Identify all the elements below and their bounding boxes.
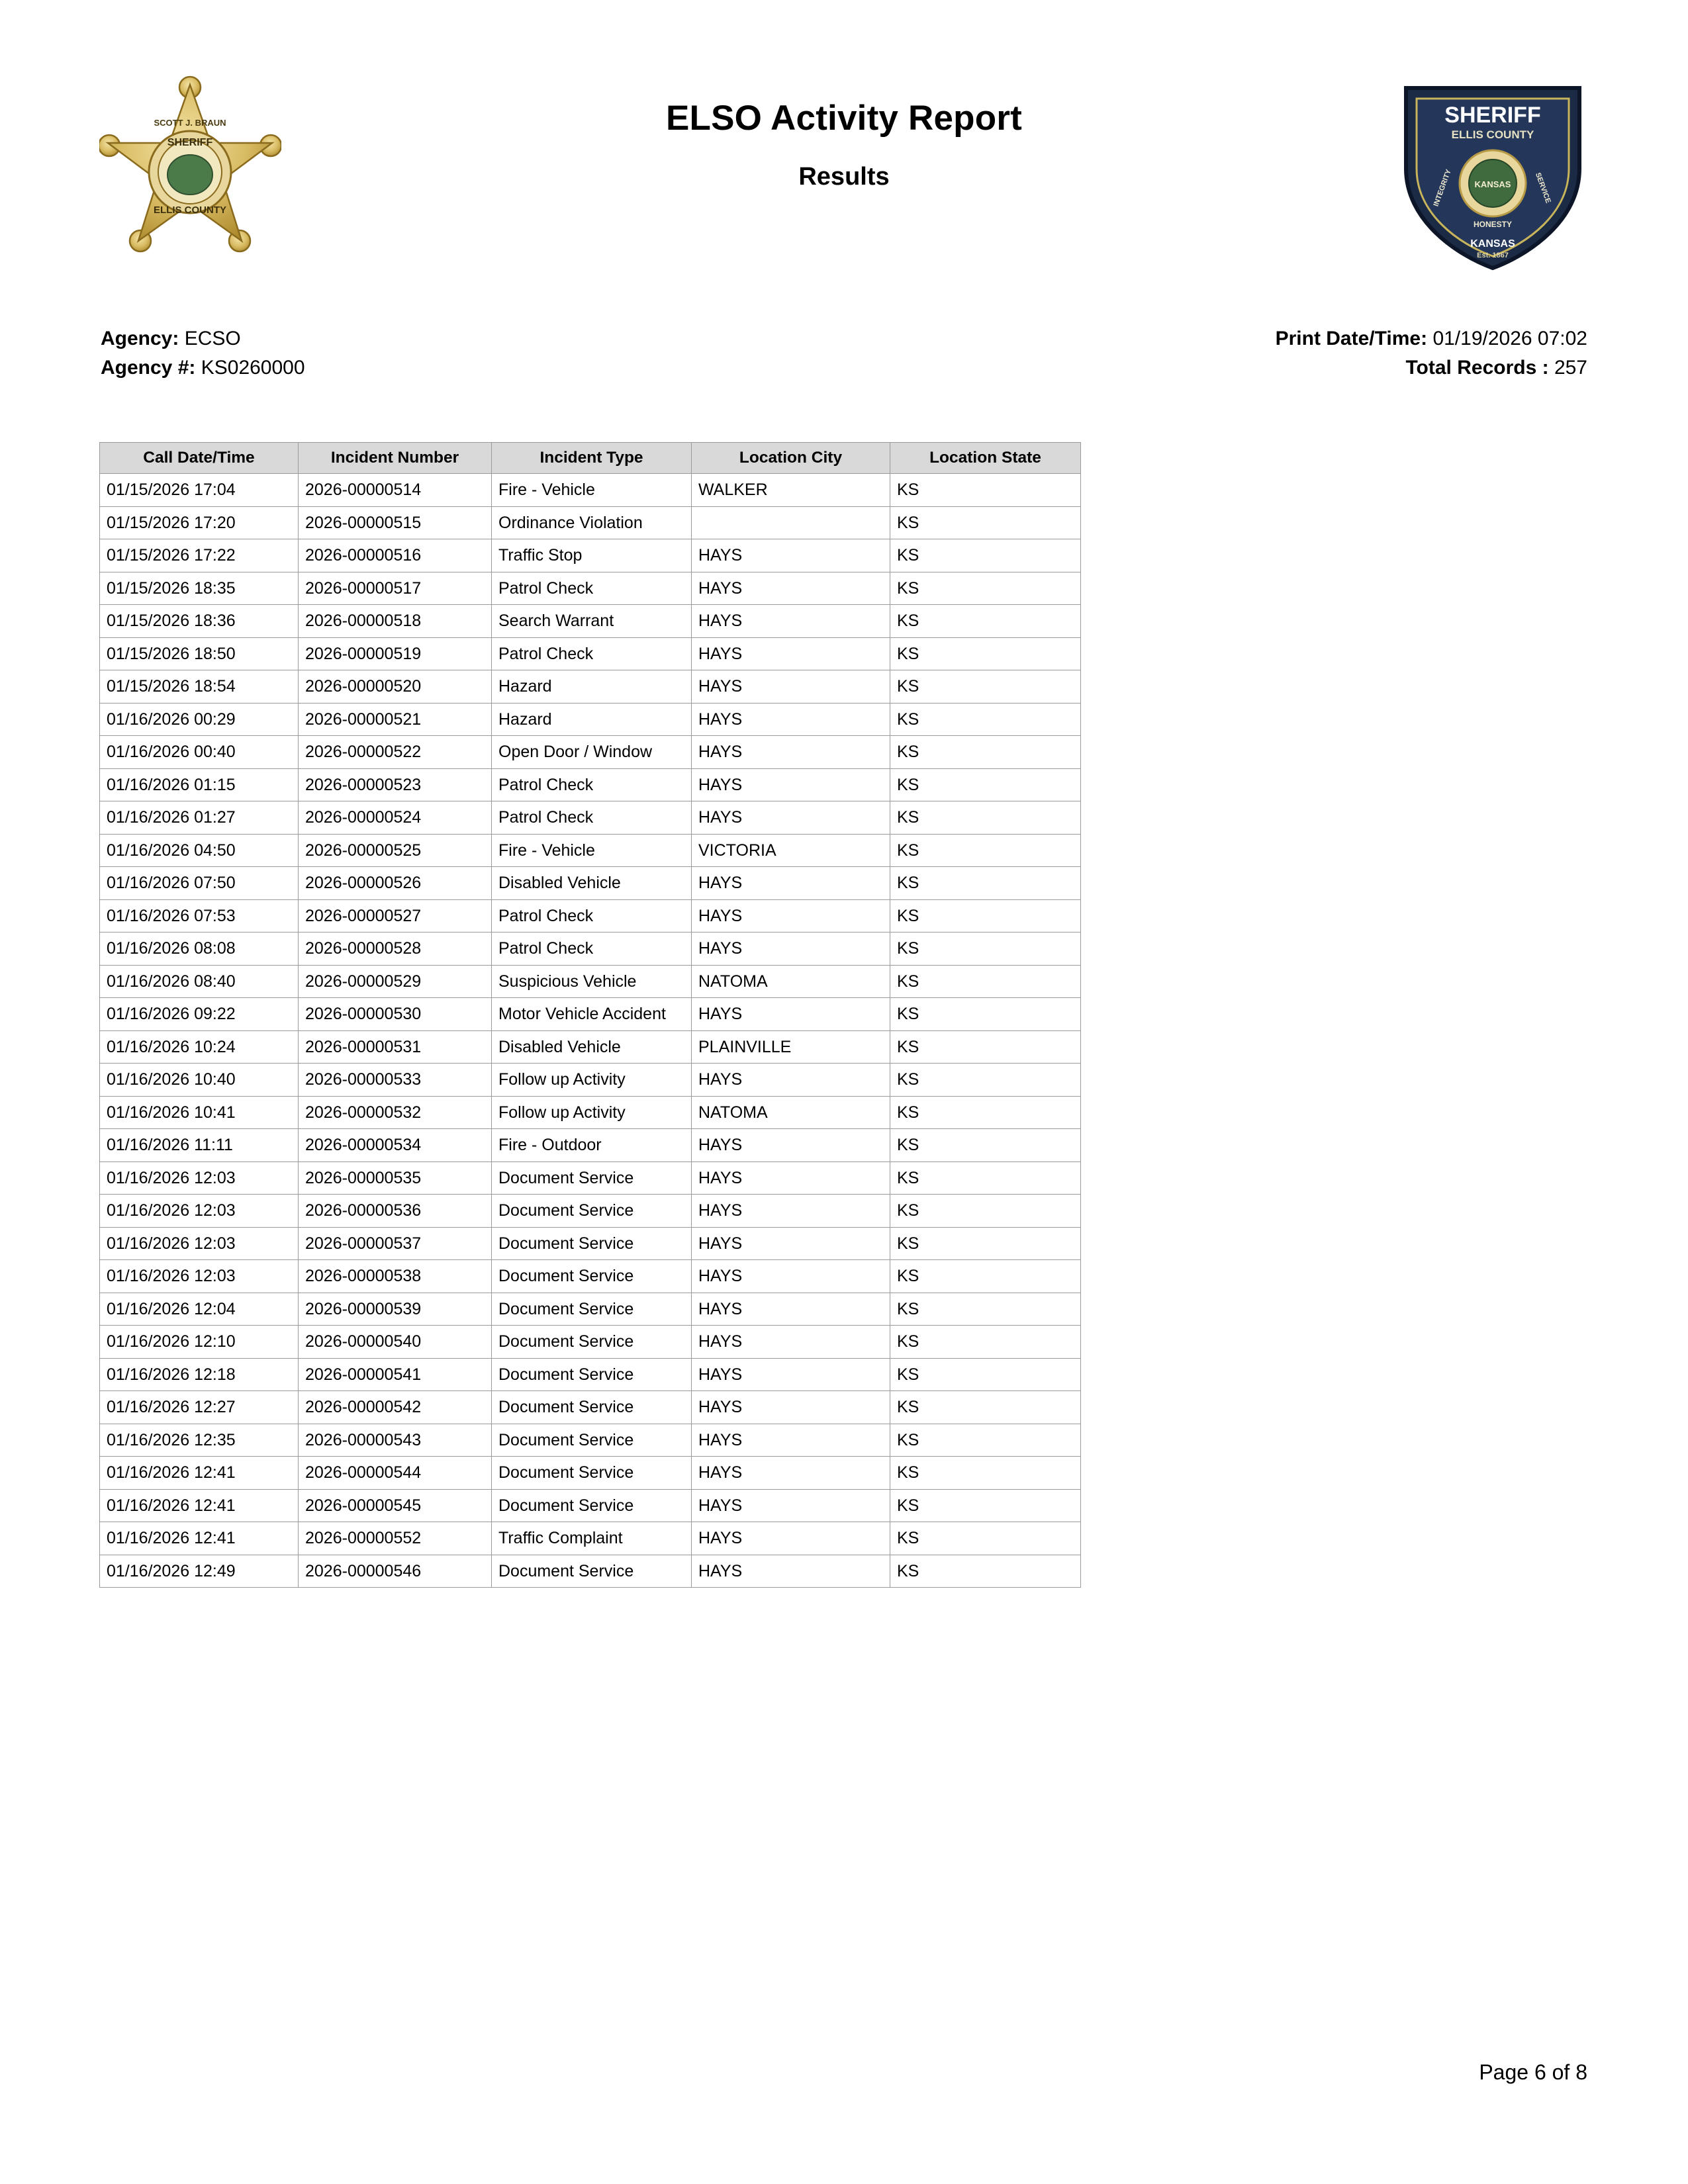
- table-body: [100, 474, 1081, 1588]
- cell-incident-number: 2026-00000540: [299, 1326, 492, 1359]
- cell-incident-number: 2026-00000535: [299, 1161, 492, 1195]
- cell-incident-number: 2026-00000519: [299, 637, 492, 670]
- cell-location-city: WALKER: [692, 474, 890, 507]
- table-row: [100, 1522, 1081, 1555]
- cell-incident-number: 2026-00000543: [299, 1424, 492, 1457]
- cell-incident-type: Traffic Stop: [492, 539, 692, 572]
- table-row: [100, 933, 1081, 966]
- cell-call-datetime: 01/16/2026 12:03: [100, 1195, 299, 1228]
- cell-call-datetime: 01/16/2026 00:29: [100, 703, 299, 736]
- cell-location-city: HAYS: [692, 1555, 890, 1588]
- svg-text:SHERIFF: SHERIFF: [1444, 103, 1541, 128]
- cell-location-city: HAYS: [692, 867, 890, 900]
- cell-location-state: KS: [890, 1195, 1081, 1228]
- cell-incident-type: Patrol Check: [492, 768, 692, 801]
- cell-incident-type: Patrol Check: [492, 637, 692, 670]
- cell-incident-number: 2026-00000541: [299, 1358, 492, 1391]
- table-row: [100, 1457, 1081, 1490]
- cell-incident-type: Open Door / Window: [492, 736, 692, 769]
- table-row: [100, 605, 1081, 638]
- table-row: [100, 539, 1081, 572]
- cell-incident-type: Document Service: [492, 1260, 692, 1293]
- cell-incident-number: 2026-00000544: [299, 1457, 492, 1490]
- cell-incident-type: Follow up Activity: [492, 1096, 692, 1129]
- cell-location-city: HAYS: [692, 998, 890, 1031]
- table-row: [100, 1358, 1081, 1391]
- cell-incident-number: 2026-00000514: [299, 474, 492, 507]
- cell-incident-type: Document Service: [492, 1326, 692, 1359]
- cell-incident-number: 2026-00000529: [299, 965, 492, 998]
- cell-call-datetime: 01/16/2026 12:03: [100, 1161, 299, 1195]
- agency-value: ECSO: [184, 328, 241, 349]
- cell-location-state: KS: [890, 801, 1081, 835]
- cell-incident-type: Fire - Vehicle: [492, 834, 692, 867]
- cell-incident-type: Traffic Complaint: [492, 1522, 692, 1555]
- cell-location-state: KS: [890, 539, 1081, 572]
- cell-call-datetime: 01/16/2026 07:53: [100, 899, 299, 933]
- cell-location-state: KS: [890, 506, 1081, 539]
- table-row: [100, 1391, 1081, 1424]
- incidents-table-wrapper: [99, 442, 1080, 1588]
- print-datetime-label: Print Date/Time:: [1275, 328, 1428, 349]
- cell-incident-number: 2026-00000526: [299, 867, 492, 900]
- cell-call-datetime: 01/16/2026 12:10: [100, 1326, 299, 1359]
- sheriff-shield-badge-icon: [1397, 69, 1589, 275]
- cell-location-city: HAYS: [692, 539, 890, 572]
- cell-incident-number: 2026-00000536: [299, 1195, 492, 1228]
- cell-call-datetime: 01/16/2026 10:41: [100, 1096, 299, 1129]
- cell-incident-number: 2026-00000542: [299, 1391, 492, 1424]
- table-row: [100, 670, 1081, 704]
- cell-call-datetime: 01/16/2026 08:08: [100, 933, 299, 966]
- cell-location-city: HAYS: [692, 768, 890, 801]
- table-row: [100, 1195, 1081, 1228]
- table-row: [100, 998, 1081, 1031]
- cell-location-state: KS: [890, 1129, 1081, 1162]
- table-row: [100, 834, 1081, 867]
- cell-location-city: HAYS: [692, 572, 890, 605]
- cell-incident-type: Patrol Check: [492, 899, 692, 933]
- total-records-value: 257: [1554, 356, 1587, 379]
- agency-number-row: [101, 353, 305, 383]
- cell-incident-number: 2026-00000517: [299, 572, 492, 605]
- cell-location-state: KS: [890, 1096, 1081, 1129]
- svg-text:Est. 1867: Est. 1867: [1477, 251, 1509, 259]
- cell-incident-type: Patrol Check: [492, 801, 692, 835]
- table-row: [100, 637, 1081, 670]
- cell-call-datetime: 01/16/2026 12:18: [100, 1358, 299, 1391]
- table-row: [100, 1161, 1081, 1195]
- cell-location-state: KS: [890, 1555, 1081, 1588]
- cell-location-city: NATOMA: [692, 1096, 890, 1129]
- table-row: [100, 736, 1081, 769]
- cell-call-datetime: 01/16/2026 12:35: [100, 1424, 299, 1457]
- cell-call-datetime: 01/16/2026 12:41: [100, 1522, 299, 1555]
- page-title: ELSO Activity Report: [665, 99, 1022, 138]
- cell-location-city: HAYS: [692, 703, 890, 736]
- cell-location-state: KS: [890, 933, 1081, 966]
- cell-call-datetime: 01/16/2026 01:27: [100, 801, 299, 835]
- cell-call-datetime: 01/16/2026 07:50: [100, 867, 299, 900]
- cell-location-state: KS: [890, 1522, 1081, 1555]
- cell-location-state: KS: [890, 1489, 1081, 1522]
- cell-location-state: KS: [890, 768, 1081, 801]
- meta-right: [1276, 324, 1587, 382]
- table-row: [100, 899, 1081, 933]
- table-row: [100, 1489, 1081, 1522]
- cell-call-datetime: 01/16/2026 12:49: [100, 1555, 299, 1588]
- print-datetime-row: [1276, 324, 1587, 353]
- cell-incident-type: Patrol Check: [492, 933, 692, 966]
- table-row: [100, 768, 1081, 801]
- cell-incident-type: Disabled Vehicle: [492, 867, 692, 900]
- total-records-row: [1276, 353, 1587, 383]
- print-datetime-value: 01/19/2026 07:02: [1432, 328, 1587, 349]
- cell-location-city: HAYS: [692, 1391, 890, 1424]
- cell-call-datetime: 01/16/2026 12:27: [100, 1391, 299, 1424]
- cell-location-city: HAYS: [692, 605, 890, 638]
- cell-location-city: HAYS: [692, 670, 890, 704]
- cell-location-city: HAYS: [692, 1457, 890, 1490]
- cell-call-datetime: 01/15/2026 17:20: [100, 506, 299, 539]
- table-row: [100, 1064, 1081, 1097]
- table-row: [100, 474, 1081, 507]
- cell-call-datetime: 01/16/2026 12:41: [100, 1457, 299, 1490]
- cell-location-state: KS: [890, 1064, 1081, 1097]
- svg-text:ELLIS COUNTY: ELLIS COUNTY: [153, 205, 227, 216]
- meta-left: [101, 324, 305, 382]
- cell-incident-number: 2026-00000537: [299, 1227, 492, 1260]
- page-footer: Page 6 of 8: [1479, 2060, 1587, 2084]
- cell-incident-number: 2026-00000524: [299, 801, 492, 835]
- cell-location-state: KS: [890, 1227, 1081, 1260]
- cell-location-state: KS: [890, 1293, 1081, 1326]
- cell-incident-type: Document Service: [492, 1161, 692, 1195]
- cell-location-city: HAYS: [692, 899, 890, 933]
- cell-location-state: KS: [890, 867, 1081, 900]
- column-header-incident-number: Incident Number: [299, 443, 492, 474]
- cell-incident-type: Document Service: [492, 1555, 692, 1588]
- agency-number-label: Agency #:: [101, 356, 196, 379]
- cell-incident-type: Document Service: [492, 1358, 692, 1391]
- table-row: [100, 867, 1081, 900]
- svg-text:SHERIFF: SHERIFF: [167, 137, 213, 148]
- cell-location-city: HAYS: [692, 1522, 890, 1555]
- agency-row: [101, 324, 305, 353]
- svg-text:INTEGRITY: INTEGRITY: [1432, 168, 1453, 208]
- cell-incident-number: 2026-00000527: [299, 899, 492, 933]
- cell-location-state: KS: [890, 1326, 1081, 1359]
- cell-incident-type: Document Service: [492, 1489, 692, 1522]
- cell-call-datetime: 01/15/2026 17:04: [100, 474, 299, 507]
- page-subtitle: Results: [798, 163, 890, 191]
- cell-call-datetime: 01/16/2026 09:22: [100, 998, 299, 1031]
- cell-location-city: HAYS: [692, 1195, 890, 1228]
- cell-incident-number: 2026-00000539: [299, 1293, 492, 1326]
- cell-incident-number: 2026-00000528: [299, 933, 492, 966]
- cell-location-city: HAYS: [692, 1064, 890, 1097]
- column-header-location-state: Location State: [890, 443, 1081, 474]
- cell-location-state: KS: [890, 998, 1081, 1031]
- cell-location-city: PLAINVILLE: [692, 1030, 890, 1064]
- cell-call-datetime: 01/15/2026 18:36: [100, 605, 299, 638]
- cell-location-state: KS: [890, 1161, 1081, 1195]
- svg-text:KANSAS: KANSAS: [1474, 179, 1511, 189]
- cell-location-state: KS: [890, 703, 1081, 736]
- cell-incident-type: Patrol Check: [492, 572, 692, 605]
- cell-incident-type: Motor Vehicle Accident: [492, 998, 692, 1031]
- table-row: [100, 1227, 1081, 1260]
- svg-text:ELLIS COUNTY: ELLIS COUNTY: [1451, 128, 1534, 141]
- cell-incident-number: 2026-00000522: [299, 736, 492, 769]
- cell-incident-number: 2026-00000520: [299, 670, 492, 704]
- cell-call-datetime: 01/15/2026 18:54: [100, 670, 299, 704]
- cell-location-city: HAYS: [692, 1424, 890, 1457]
- cell-call-datetime: 01/16/2026 12:04: [100, 1293, 299, 1326]
- cell-location-state: KS: [890, 834, 1081, 867]
- cell-incident-number: 2026-00000523: [299, 768, 492, 801]
- table-row: [100, 801, 1081, 835]
- cell-call-datetime: 01/16/2026 08:40: [100, 965, 299, 998]
- cell-location-state: KS: [890, 605, 1081, 638]
- cell-call-datetime: 01/16/2026 04:50: [100, 834, 299, 867]
- cell-location-city: HAYS: [692, 1489, 890, 1522]
- cell-incident-number: 2026-00000515: [299, 506, 492, 539]
- table-row: [100, 1096, 1081, 1129]
- cell-location-city: HAYS: [692, 1358, 890, 1391]
- svg-text:SCOTT J. BRAUN: SCOTT J. BRAUN: [154, 118, 226, 128]
- cell-location-city: HAYS: [692, 1293, 890, 1326]
- cell-location-state: KS: [890, 899, 1081, 933]
- cell-incident-number: 2026-00000538: [299, 1260, 492, 1293]
- cell-location-city: VICTORIA: [692, 834, 890, 867]
- cell-incident-number: 2026-00000534: [299, 1129, 492, 1162]
- cell-location-city: HAYS: [692, 736, 890, 769]
- cell-incident-number: 2026-00000552: [299, 1522, 492, 1555]
- cell-location-city: HAYS: [692, 1129, 890, 1162]
- cell-location-state: KS: [890, 1391, 1081, 1424]
- cell-incident-type: Document Service: [492, 1391, 692, 1424]
- table-row: [100, 506, 1081, 539]
- cell-location-city: HAYS: [692, 1161, 890, 1195]
- column-header-call-datetime: Call Date/Time: [100, 443, 299, 474]
- cell-incident-type: Disabled Vehicle: [492, 1030, 692, 1064]
- cell-incident-number: 2026-00000546: [299, 1555, 492, 1588]
- cell-location-city: HAYS: [692, 1227, 890, 1260]
- cell-incident-type: Document Service: [492, 1227, 692, 1260]
- cell-call-datetime: 01/16/2026 10:24: [100, 1030, 299, 1064]
- table-row: [100, 703, 1081, 736]
- cell-location-state: KS: [890, 1358, 1081, 1391]
- cell-incident-type: Document Service: [492, 1293, 692, 1326]
- cell-location-city: [692, 506, 890, 539]
- cell-incident-type: Ordinance Violation: [492, 506, 692, 539]
- report-header: [0, 0, 1688, 324]
- cell-call-datetime: 01/16/2026 12:03: [100, 1260, 299, 1293]
- cell-location-state: KS: [890, 1260, 1081, 1293]
- table-row: [100, 1030, 1081, 1064]
- cell-location-state: KS: [890, 965, 1081, 998]
- table-row: [100, 965, 1081, 998]
- column-header-location-city: Location City: [692, 443, 890, 474]
- cell-incident-type: Document Service: [492, 1195, 692, 1228]
- cell-location-city: HAYS: [692, 1326, 890, 1359]
- svg-text:KANSAS: KANSAS: [1470, 238, 1515, 250]
- cell-location-state: KS: [890, 670, 1081, 704]
- cell-call-datetime: 01/15/2026 17:22: [100, 539, 299, 572]
- table-header-row: [100, 443, 1081, 474]
- cell-call-datetime: 01/16/2026 12:03: [100, 1227, 299, 1260]
- cell-incident-number: 2026-00000532: [299, 1096, 492, 1129]
- agency-number-value: KS0260000: [201, 356, 305, 379]
- cell-call-datetime: 01/15/2026 18:35: [100, 572, 299, 605]
- cell-call-datetime: 01/16/2026 10:40: [100, 1064, 299, 1097]
- table-row: [100, 572, 1081, 605]
- cell-incident-number: 2026-00000533: [299, 1064, 492, 1097]
- cell-location-city: HAYS: [692, 1260, 890, 1293]
- column-header-incident-type: Incident Type: [492, 443, 692, 474]
- cell-incident-type: Document Service: [492, 1424, 692, 1457]
- cell-incident-type: Document Service: [492, 1457, 692, 1490]
- cell-location-city: HAYS: [692, 801, 890, 835]
- table-row: [100, 1326, 1081, 1359]
- cell-incident-number: 2026-00000525: [299, 834, 492, 867]
- cell-location-state: KS: [890, 1457, 1081, 1490]
- cell-location-state: KS: [890, 572, 1081, 605]
- cell-incident-type: Hazard: [492, 703, 692, 736]
- cell-location-state: KS: [890, 474, 1081, 507]
- cell-incident-number: 2026-00000518: [299, 605, 492, 638]
- cell-location-state: KS: [890, 736, 1081, 769]
- cell-incident-number: 2026-00000516: [299, 539, 492, 572]
- incidents-table: [99, 442, 1081, 1588]
- cell-incident-number: 2026-00000530: [299, 998, 492, 1031]
- total-records-label: Total Records :: [1405, 356, 1549, 379]
- cell-incident-type: Follow up Activity: [492, 1064, 692, 1097]
- cell-location-state: KS: [890, 1030, 1081, 1064]
- table-row: [100, 1424, 1081, 1457]
- cell-incident-number: 2026-00000545: [299, 1489, 492, 1522]
- table-row: [100, 1129, 1081, 1162]
- report-meta: [0, 324, 1688, 397]
- cell-incident-type: Fire - Outdoor: [492, 1129, 692, 1162]
- cell-call-datetime: 01/16/2026 11:11: [100, 1129, 299, 1162]
- cell-incident-number: 2026-00000531: [299, 1030, 492, 1064]
- cell-location-city: HAYS: [692, 637, 890, 670]
- svg-text:SERVICE: SERVICE: [1533, 171, 1552, 205]
- cell-incident-number: 2026-00000521: [299, 703, 492, 736]
- cell-call-datetime: 01/16/2026 00:40: [100, 736, 299, 769]
- svg-text:HONESTY: HONESTY: [1473, 220, 1513, 229]
- agency-label: Agency:: [101, 328, 179, 349]
- cell-incident-type: Hazard: [492, 670, 692, 704]
- cell-call-datetime: 01/15/2026 18:50: [100, 637, 299, 670]
- cell-call-datetime: 01/16/2026 12:41: [100, 1489, 299, 1522]
- table-row: [100, 1555, 1081, 1588]
- cell-location-city: HAYS: [692, 933, 890, 966]
- cell-incident-type: Fire - Vehicle: [492, 474, 692, 507]
- cell-location-state: KS: [890, 637, 1081, 670]
- cell-incident-type: Search Warrant: [492, 605, 692, 638]
- table-row: [100, 1293, 1081, 1326]
- table-row: [100, 1260, 1081, 1293]
- cell-call-datetime: 01/16/2026 01:15: [100, 768, 299, 801]
- cell-location-state: KS: [890, 1424, 1081, 1457]
- cell-location-city: NATOMA: [692, 965, 890, 998]
- cell-incident-type: Suspicious Vehicle: [492, 965, 692, 998]
